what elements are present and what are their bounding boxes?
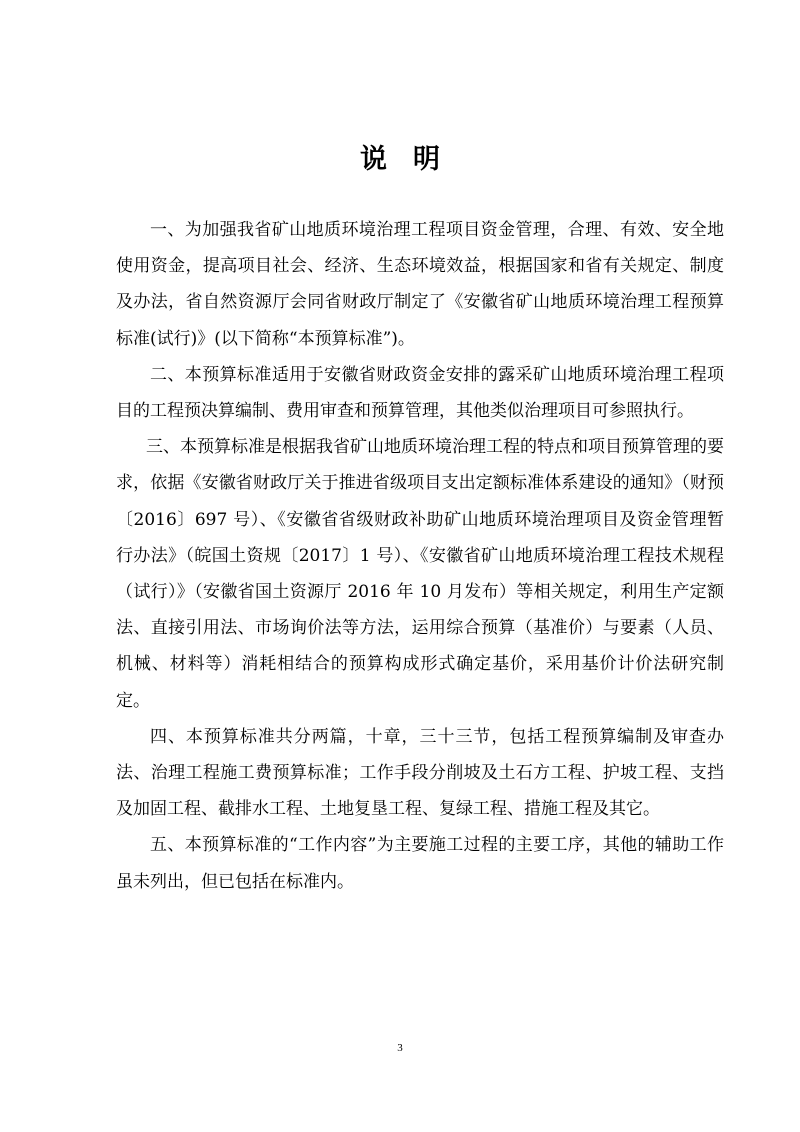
document-body xyxy=(116,212,724,900)
page-number: 3 xyxy=(397,1042,403,1054)
paragraph-3: 三、本预算标准是根据我省矿山地质环境治理工程的特点和项目预算管理的要求，依据《安徽省财政厅关于推进省级项目支出定额标准体系建设的通知》（财预〔2016〕697 号）、《安徽省省级财政补助矿山地质环境治理项目及资金管理暂行办法》（皖国土资规〔2017〕1 号）、《安徽省矿山地质环境治理工程技术规程（试行）》（安徽省国土资源厅 2016 年 10 月发布）等相关规定，利用生产定额法、直接引用法、市场询价法等方法，运用综合预算（基准价）与要素（人员、机械、材料等）消耗相结合的预算构成形式确定基价，采用基价计价法研究制定。 xyxy=(116,437,724,711)
paragraph-2: 二、本预算标准适用于安徽省财政资金安排的露采矿山地质环境治理工程项目的工程预决算编制、费用审查和预算管理，其他类似治理项目可参照执行。 xyxy=(116,364,724,422)
page-title: 说明 xyxy=(360,144,466,175)
paragraph-4: 四、本预算标准共分两篇，十章，三十三节，包括工程预算编制及审查办法、治理工程施工费预算标准；工作手段分削坡及土石方工程、护坡工程、支挡及加固工程、截排水工程、土地复垦工程、复绿工程、措施工程及其它。 xyxy=(116,726,724,820)
paragraph-1: 一、为加强我省矿山地质环境治理工程项目资金管理，合理、有效、安全地使用资金，提高项目社会、经济、生态环境效益，根据国家和省有关规定、制度及办法，省自然资源厅会同省财政厅制定了《安徽省矿山地质环境治理工程预算标准(试行)》(以下简称“本预算标准”)。 xyxy=(116,220,724,349)
paragraph-5: 五、本预算标准的“工作内容”为主要施工过程的主要工序，其他的辅助工作虽未列出，但已包括在标准内。 xyxy=(116,835,724,892)
